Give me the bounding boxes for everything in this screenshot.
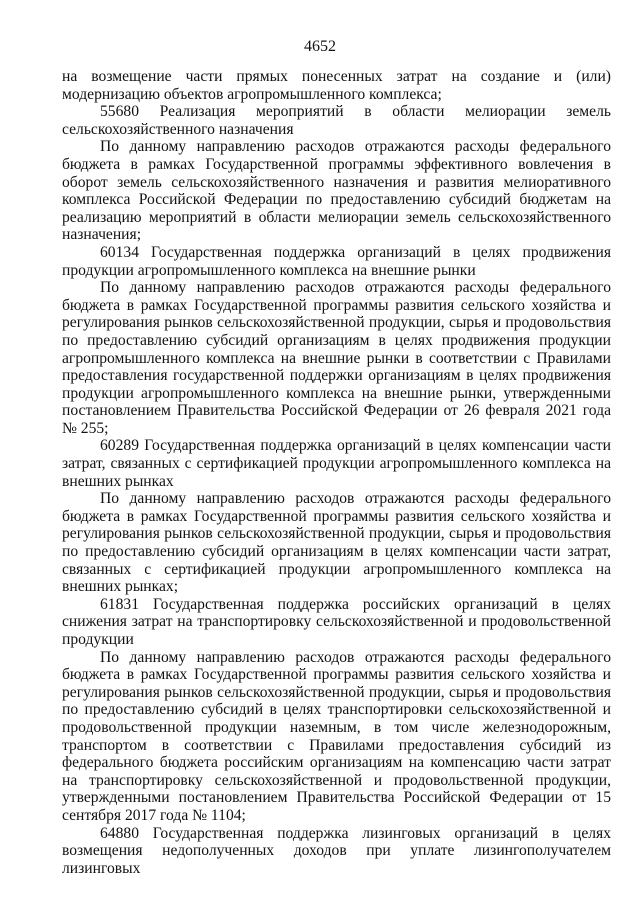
paragraph-body: По данному направлению расходов отражаются расходы федерального бюджета в рамках Государственной программы развития сельского хозяйства и регулирования рынков сельскохозяйственной продукции, сырья и продовольствия по предоставлению субсидий организациям в целях компенсации части затрат, связанных с сертификацией продукции агропромышленного комплекса на внешних рынках;	[62, 490, 611, 596]
paragraph-heading-61831: 61831 Государственная поддержка российских организаций в целях снижения затрат на транспортировку сельскохозяйственной и продовольственной продукции	[62, 595, 611, 648]
paragraph-heading-60289: 60289 Государственная поддержка организаций в целях компенсации части затрат, связанных с сертификацией продукции агропромышленного комплекса на внешних рынках	[62, 437, 611, 490]
document-body	[62, 68, 611, 877]
paragraph-heading-55680: 55680 Реализация мероприятий в области мелиорации земель сельскохозяйственного назначения	[62, 103, 611, 138]
paragraph-body: По данному направлению расходов отражаются расходы федерального бюджета в рамках Государственной программы развития сельского хозяйства и регулирования рынков сельскохозяйственной продукции, сырья и продовольствия по предоставлению субсидий организациям в целях продвижения продукции агропромышленного комплекса на внешние рынки в соответствии с Правилами предоставления государственной поддержки организациям в целях продвижения продукции агропромышленного комплекса на внешние рынки, утвержденными постановлением Правительства Российской Федерации от 26 февраля 2021 года № 255;	[62, 279, 611, 437]
paragraph-body: По данному направлению расходов отражаются расходы федерального бюджета в рамках Государственной программы развития сельского хозяйства и регулирования рынков сельскохозяйственной продукции, сырья и продовольствия по предоставлению субсидий в целях транспортировки сельскохозяйственной и продовольственной продукции наземным, в том числе железнодорожным, транспортом в соответствии с Правилами предоставления субсидий из федерального бюджета российским организациям на компенсацию части затрат на транспортировку сельскохозяйственной и продовольственной продукции, утвержденными постановлением Правительства Российской Федерации от 15 сентября 2017 года № 1104;	[62, 648, 611, 824]
paragraph-continuation: на возмещение части прямых понесенных затрат на создание и (или) модернизацию объектов агропромышленного комплекса;	[62, 68, 611, 103]
page-number: 4652	[304, 38, 336, 55]
paragraph-heading-60134: 60134 Государственная поддержка организаций в целях продвижения продукции агропромышленного комплекса на внешние рынки	[62, 243, 611, 279]
paragraph-heading-64880: 64880 Государственная поддержка лизинговых организаций в целях возмещения недополученных доходов при уплате лизингополучателем лизинговых	[62, 824, 611, 877]
paragraph-body: По данному направлению расходов отражаются расходы федерального бюджета в рамках Государственной программы эффективного вовлечения в оборот земель сельскохозяйственного назначения и развития мелиоративного комплекса Российской Федерации по предоставлению субсидий бюджетам на реализацию мероприятий в области мелиорации земель сельскохозяйственного назначения;	[62, 138, 611, 244]
